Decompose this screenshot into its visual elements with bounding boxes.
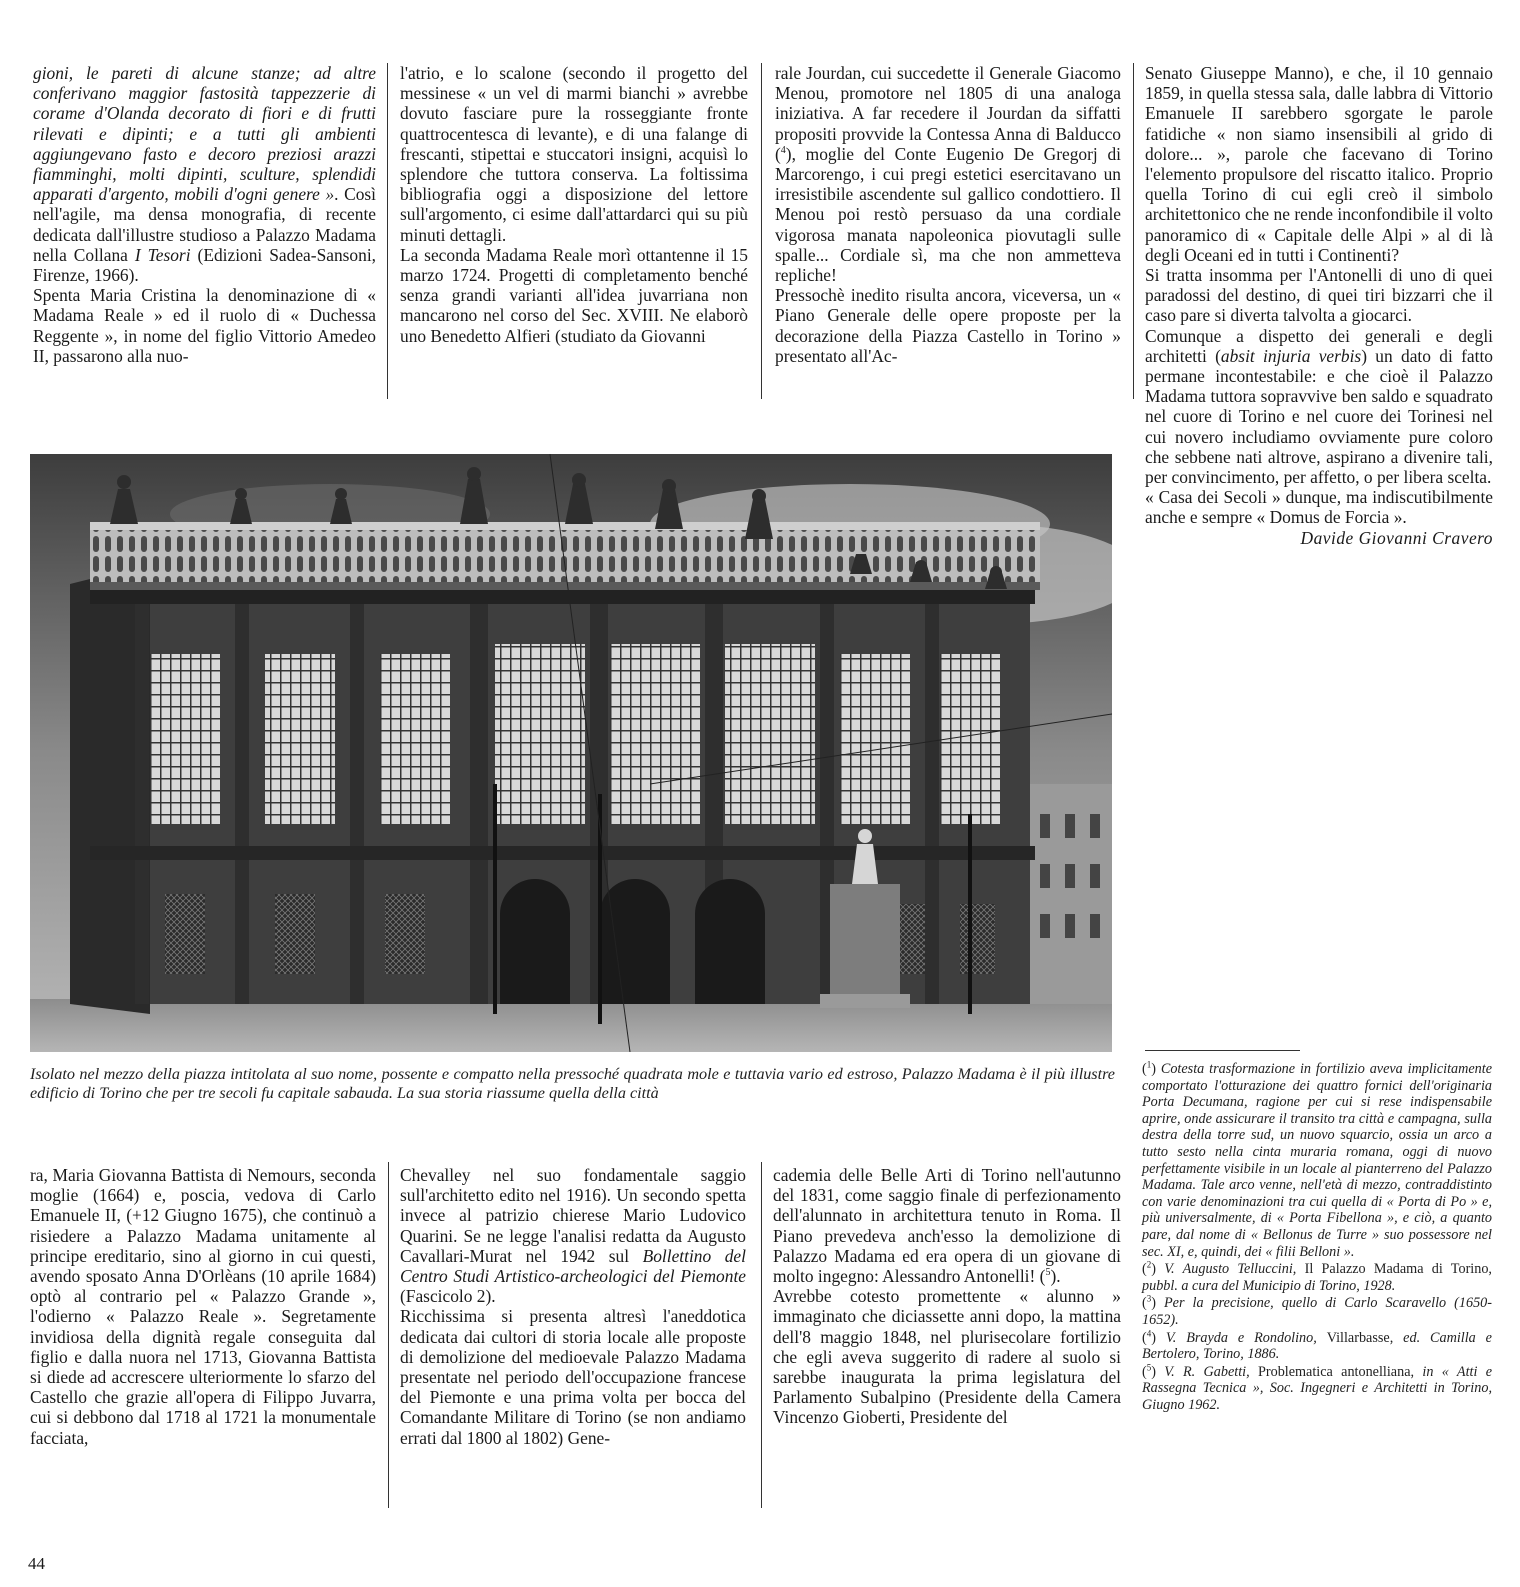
column-top-1 [33,63,376,366]
paragraph: Ricchissima si presenta altresì l'aneddotica dedicata dai cultori di storia locale alle proposte di demolizione del medioevale Palazzo Madama presentate nel periodo dell'occupazione francese del Piemonte e una prima volta per bocca del Comandante Militare di Torino (se non andiamo errati dal 1800 al 1802) Gene- [400,1306,746,1448]
footnote-text: Per la precisione, quello di Carlo Scaravello (1650-1652). [1142,1295,1492,1328]
footnote-text: V. Brayda e Rondolino, [1165,1329,1327,1346]
palazzo-madama-photo [30,454,1112,1052]
footnote-text: Problematica antonelliana, [1257,1363,1423,1380]
footnote-rule [1145,1050,1300,1051]
paragraph: Comunque a dispetto dei generali e degli architetti (absit injuria verbis) un dato di fatto permane incontestabile: e che cioè il Palazzo Madama tuttora sopravvive ben saldo e squadrato nel cuore di Torino e nel cuore dei Torinesi nel cui novero includiamo ovviamente pure coloro che sebbene nati altrove, aspirano a divenire tali, per convincimento, per affetto, o per libera scelta. [1145,325,1493,488]
photo-caption: Isolato nel mezzo della piazza intitolata al suo nome, possente e compatto nella pressoché quadrata mole e tuttavia vario ed estroso, Palazzo Madama è il più illustre edificio di Torino che per tre secoli fu capitale sabauda. La sua storia riassume quella della città [30,1065,1115,1102]
footnote-text: Il Palazzo Madama di Torino, [1304,1261,1492,1278]
paragraph: gioni, le pareti di alcune stanze; ad altre conferivano maggior fastosità tappezzerie di corame d'Olanda decorato di fiori e di frutti rilevati e dipinti; e a tutti gli ambienti aggiungevano fasto e decoro preziosi arazzi fiamminghi, molti dipinti, sculture, splendidi apparati d'argento, mobili d'ogni genere ». Così nell'agile, ma densa monografia, di recente dedicata dall'illustre studioso a Palazzo Madama nella Collana I Tesori (Edizioni Sadea-Sansoni, Firenze, 1966). [33,63,376,286]
paragraph: « Casa dei Secoli » dunque, ma indiscutibilmente anche e sempre « Domus de Forcia ». [1145,487,1493,528]
paragraph: Pressochè inedito risulta ancora, viceversa, un « Piano Generale delle opere proposte per la decorazione della Piazza Castello in Torino » presentato all'Ac- [775,285,1121,366]
footnote-number: 2 [1146,1259,1152,1270]
author-signature: Davide Giovanni Cravero [1300,527,1493,548]
paragraph: Si tratta insomma per l'Antonelli di uno di quei paradossi del destino, di quei tiri bizzarri che il caso pare si diverta talvolta a giocarci. [1145,265,1493,326]
palazzo-facade-illustration [30,454,1112,1052]
footnote-number: 1 [1146,1059,1152,1070]
footnote-3: ($^3$) Per la precisione, quello di Carlo Scaravello (1650-1652). [1142,1293,1492,1328]
footnote-text: ed. Camilla e Bertolero, Torino, 1886. [1142,1329,1492,1363]
column-top-2 [400,63,748,346]
footnote-2: ($^2$) V. Augusto Telluccini, Il Palazzo Madama di Torino, pubbl. a cura del Municipio di Torino, 1928. [1142,1259,1492,1294]
italic-quote: gioni, le pareti di alcune stanze; ad altre conferivano maggior fastosità tappezzerie di corame d'Olanda decorato di fiori e di frutti rilevati e dipinti; e a tutti gli ambienti aggiungevano fasto e decoro preziosi arazzi fiamminghi, molti dipinti, sculture, splendidi apparati d'argento, mobili d'ogni genere » [33,63,376,205]
column-divider [761,1162,762,1508]
footnote-5: ($^5$) V. R. Gabetti, Problematica antonelliana, in « Atti e Rassegna Tecnica », Soc. Ingegneri e Architetti in Torino, Giugno 1962. [1142,1361,1493,1413]
column-bottom-3 [773,1165,1121,1428]
column-divider [1133,63,1134,399]
page-number: 44 [28,1554,45,1573]
footnotes [1142,1061,1492,1414]
column-bottom-1 [30,1165,376,1448]
paragraph: Chevalley nel suo fondamentale saggio sull'architetto edito nel 1916). Un secondo spetta invece al patrizio chierese Mario Ludovico Quarini. Se ne legge l'analisi redatta da Augusto Cavallari-Murat nel 1942 sul Bollettino del Centro Studi Artistico-archeologici del Piemonte (Fascicolo 2). [400,1165,746,1307]
book-title: I Tesori [134,244,191,265]
column-top-3 [775,63,1121,366]
footnote-number: 3 [1146,1293,1152,1304]
latin-phrase: absit injuria verbis [1220,345,1362,366]
paragraph: Senato Giuseppe Manno), e che, il 10 gennaio 1859, in quella stessa sala, dalle labbra di Vittorio Emanuele II sarebbero sgorgate le parole fatidiche « non siamo insensibili al grido di dolore... », parole che facevano di Torino l'elemento propulsore del riscatto italico. Proprio quella Torino di cui egli creò il simbolo architettonico che ne rende inconfondibile il volto panoramico di « Capitale delle Alpi » al di là degli Oceani ed in tutti i Continenti? [1145,63,1493,265]
paragraph: ra, Maria Giovanna Battista di Nemours, seconda moglie (1664) e, poscia, vedova di Carlo Emanuele II, (+12 Giugno 1675), che continuò a risiedere a Palazzo Madama unitamente al principe ereditario, sino al giorno in cui questi, avendo sposato Anna D'Orlèans (10 aprile 1684) optò al contrario pel « Palazzo Grande », l'odierno « Palazzo Reale ». Segretamente invidiosa della dignità regale conseguita dal figlio e dalla nuora nel 1713, Giovanna Battista si diede ad accrescere ulteriormente lo sfarzo del Castello che grazie all'opera di Filippo Juvarra, cui si debbono dal 1718 al 1721 la monumentale facciata, [30,1165,376,1448]
footnote-1: ($^1$) Cotesta trasformazione in fortilizio aveva implicitamente comportato l'otturazione dei quattro fornici dell'originaria Porta Decumana, ragione per cui si rese indispensabile aprire, onde assicurare il transito tra città e campagna, sulla destra della torre sud, un nuovo squarcio, ossia un arco a tutto sesto nella cinta muraria romana, oggi di nuovo perfettamente visibile in un locale al pianterreno del Palazzo Madama. Tale arco venne, nell'età di mezzo, contraddistinto con varie denominazioni tra cui quella di « Porta di Po » e, più universalmente, di « Porta Fibellona », e ciò, a quanto pare, dal nome di « Bellonus de Turre » suo possessore nel sec. XI, e, quindi, dei « filii Belloni ». [1142,1059,1492,1260]
footnote-text: V. Augusto Telluccini, [1164,1261,1305,1278]
column-divider [761,63,762,399]
paragraph: La seconda Madama Reale morì ottantenne il 15 marzo 1724. Progetti di completamento benché senza grandi varianti all'idea juvarriana non mancarono nel corso del Sec. XVIII. Ne elaborò uno Benedetto Alfieri (studiato da Giovanni [400,244,748,346]
footnote-text: Cotesta trasformazione in fortilizio aveva implicitamente comportato l'otturazione dei quattro fornici dell'originaria Porta Decumana, ragione per cui si rese indispensabile aprire, onde assicurare il transito tra città e campagna, sulla destra della torre sud, un nuovo squarcio, ossia un arco a tutto sesto nella cinta muraria romana, oggi di nuovo perfettamente visibile in un locale al pianterreno del Palazzo Madama. Tale arco venne, nell'età di mezzo, contraddistinto con varie denominazioni tra cui quella di « Porta di Po » e, più universalmente, di « Porta Fibellona », e ciò, a quanto pare, dal nome di « Bellonus de Turre » suo possessore nel sec. XI, e, quindi, dei « filii Belloni ». [1142,1061,1492,1260]
footnote-4: ($^4$) V. Brayda e Rondolino, Villarbasse, ed. Camilla e Bertolero, Torino, 1886. [1142,1327,1492,1363]
footnote-text: in « Atti e Rassegna Tecnica », Soc. Ingegneri e Architetti in Torino, Giugno 1962. [1142,1363,1493,1413]
footnote-number: 4 [1146,1327,1152,1338]
column-divider [388,1162,389,1508]
footnote-text: V. R. Gabetti, [1164,1363,1258,1380]
footnote-number: 5 [1146,1361,1152,1372]
paragraph: Avrebbe cotesto promettente « alunno » immaginato che diciassette anni dopo, la mattina dell'8 maggio 1848, nel plurisecolare fortilizio che egli aveva suggerito di radere al suolo si sarebbe inaugurata la prima legislatura del Parlamento Subalpino (Presidente della Camera Vincenzo Gioberti, Presidente del [773,1286,1121,1428]
column-top-4 [1145,63,1493,548]
footnote-text: pubbl. a cura del Municipio di Torino, 1928. [1142,1277,1396,1294]
footnote-text: Villarbasse, [1326,1329,1404,1346]
column-divider [387,63,388,399]
paragraph: rale Jourdan, cui succedette il Generale Giacomo Menou, promotore nel 1805 di una analoga iniziativa. A far recedere il Jourdan da siffatti propositi provvide la Contessa Anna di Balducco ($^4$), moglie del Conte Eugenio De Gregorj di Marcorengo, i cui pregi estetici esercitavano un irresistibile ascendente sul gallico condottiero. Il Menou poi restò persuaso da una cordiale vigorosa manata napoleonica piovutagli sulle spalle... Cordiale sì, ma che non ammetteva repliche! [775,63,1121,286]
column-bottom-2 [400,1165,746,1448]
paragraph: cademia delle Belle Arti di Torino nell'autunno del 1831, come saggio finale di perfezionamento dell'alunnato in architettura tenuto in Roma. Il Piano prevedeva anch'esso la demolizione di Palazzo Madama ed era opera di un giovane di molto ingegno: Alessandro Antonelli! ($^5$). [773,1165,1121,1287]
paragraph: l'atrio, e lo scalone (secondo il progetto del messinese « un vel di marmi bianchi » avrebbe dovuto fasciare pure la rosseggiante fronte quattrocentesca di levante), e di una falange di frescanti, stipettai e stuccatori insigni, acquisì lo splendore che tuttora conserva. La foltissima bibliografia oggi a disposizione del lettore sull'argomento, ci esime dall'attardarci qui su più minuti dettagli. [400,63,748,245]
paragraph: Spenta Maria Cristina la denominazione di « Madama Reale » ed il ruolo di « Duchessa Reggente », in nome del figlio Vittorio Amedeo II, passarono alla nuo- [33,285,376,366]
journal-title: Bollettino del Centro Studi Artistico-archeologici del Piemonte [400,1245,746,1287]
